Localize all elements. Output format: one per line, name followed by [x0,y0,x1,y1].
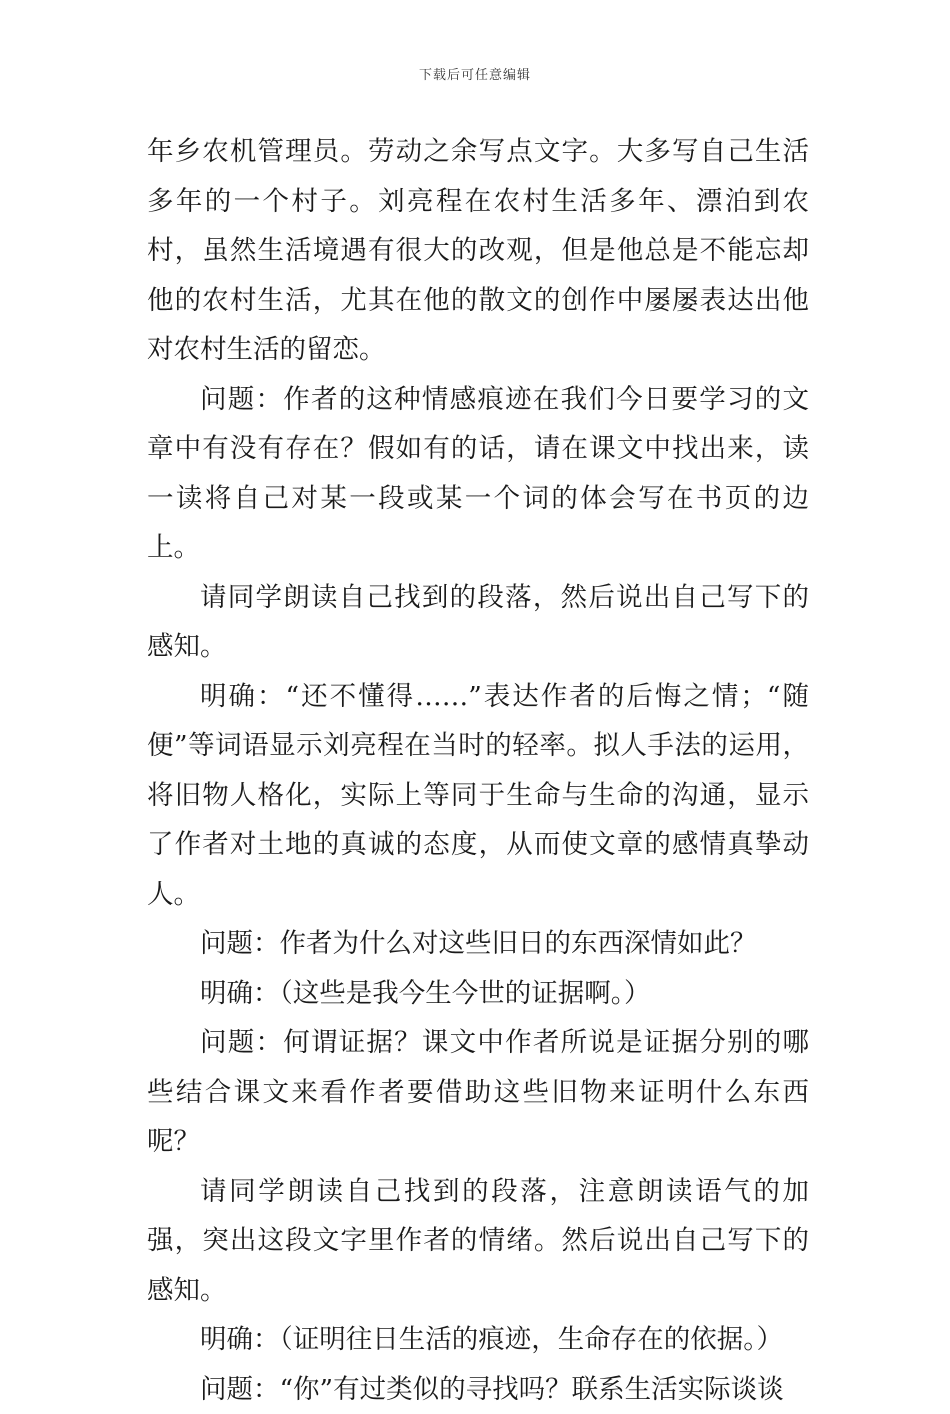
paragraph-4: 明确：“还不懂得……”表达作者的后悔之情；“随便”等词语显示刘亮程在当时的轻率。拟人手法的运用，将旧物人格化，实际上等同于生命与生命的沟通，显示了作者对土地的真诚的态度，从而使文章的感情真挚动人。 [147,672,809,920]
document-body [147,127,809,1414]
paragraph-10: 问题：“你”有过类似的寻找吗？联系生活实际谈谈 [147,1365,809,1414]
paragraph-5: 问题：作者为什么对这些旧日的东西深情如此？ [147,919,809,969]
paragraph-1: 年乡农机管理员。劳动之余写点文字。大多写自己生活多年的一个村子。刘亮程在农村生活多年、漂泊到农村，虽然生活境遇有很大的改观，但是他总是不能忘却他的农村生活，尤其在他的散文的创作中屡屡表达出他对农村生活的留恋。 [147,127,809,375]
paragraph-6: 明确：（这些是我今生今世的证据啊。） [147,969,809,1019]
paragraph-8: 请同学朗读自己找到的段落，注意朗读语气的加强，突出这段文字里作者的情绪。然后说出自己写下的感知。 [147,1167,809,1316]
paragraph-2: 问题：作者的这种情感痕迹在我们今日要学习的文章中有没有存在？假如有的话，请在课文中找出来，读一读将自己对某一段或某一个词的体会写在书页的边上。 [147,375,809,573]
page-header: 下载后可任意编辑 [0,64,950,83]
paragraph-7: 问题：何谓证据？课文中作者所说是证据分别的哪些结合课文来看作者要借助这些旧物来证明什么东西呢？ [147,1018,809,1167]
paragraph-9: 明确：（证明往日生活的痕迹，生命存在的依据。） [147,1315,809,1365]
paragraph-3: 请同学朗读自己找到的段落，然后说出自己写下的感知。 [147,573,809,672]
